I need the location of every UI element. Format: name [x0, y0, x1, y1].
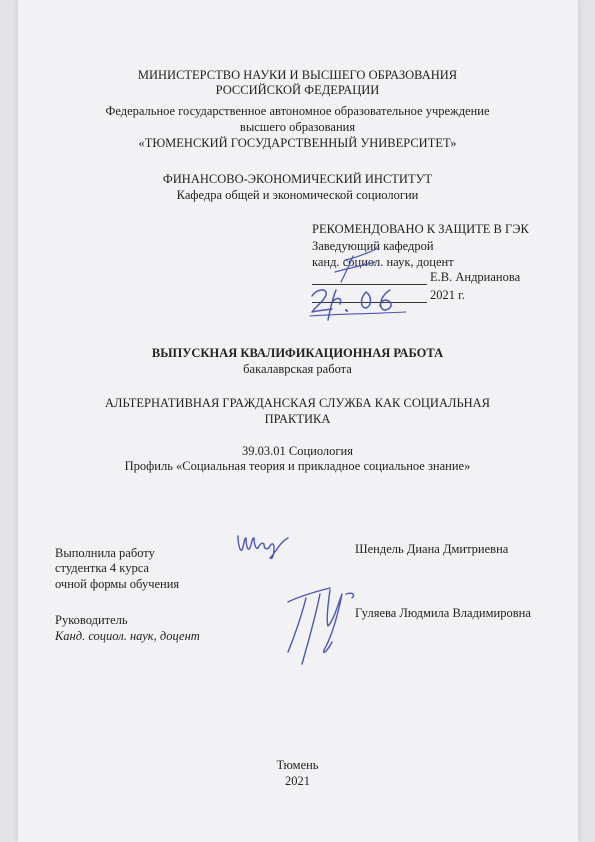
- university-name: «ТЮМЕНСКИЙ ГОСУДАРСТВЕННЫЙ УНИВЕРСИТЕТ»: [138, 136, 457, 150]
- approval-position: Заведующий кафедрой: [312, 239, 434, 253]
- institute-name: ФИНАНСОВО-ЭКОНОМИЧЕСКИЙ ИНСТИТУТ: [162, 172, 433, 186]
- work-subtype: бакалаврская работа: [243, 362, 352, 376]
- approval-year: 2021 г.: [430, 288, 465, 302]
- author-signature: [232, 528, 294, 562]
- work-title-line-1: АЛЬТЕРНАТИВНАЯ ГРАЖДАНСКАЯ СЛУЖБА КАК СОЦИАЛЬНАЯ: [104, 396, 491, 410]
- author-label-line-3: очной формы обучения: [55, 577, 180, 591]
- author-label-line-1: Выполнила работу: [55, 546, 155, 560]
- work-title-line-2: ПРАКТИКА: [264, 412, 331, 426]
- supervisor-degree: Канд. социол. наук, доцент: [55, 629, 200, 643]
- supervisor-signature: [280, 580, 360, 672]
- ministry-line-2: РОССИЙСКОЙ ФЕДЕРАЦИИ: [215, 83, 380, 97]
- institution-type-line-1: Федеральное государственное автономное образовательное учреждение: [105, 104, 490, 118]
- supervisor-label: Руководитель: [55, 613, 128, 627]
- work-profile: Профиль «Социальная теория и прикладное социальное знание»: [124, 459, 471, 473]
- author-label-line-2: студентка 4 курса: [55, 561, 149, 575]
- institution-type-line-2: высшего образования: [239, 120, 356, 134]
- footer-year: 2021: [285, 774, 310, 788]
- footer-city: Тюмень: [276, 758, 319, 772]
- work-code: 39.03.01 Социология: [242, 444, 353, 458]
- work-type: ВЫПУСКНАЯ КВАЛИФИКАЦИОННАЯ РАБОТА: [151, 346, 444, 360]
- department-name: Кафедра общей и экономической социологии: [176, 188, 419, 202]
- supervisor-name: Гуляева Людмила Владимировна: [355, 606, 531, 620]
- author-name: Шендель Диана Дмитриевна: [355, 542, 509, 556]
- ministry-line-1: МИНИСТЕРСТВО НАУКИ И ВЫСШЕГО ОБРАЗОВАНИЯ: [137, 68, 458, 82]
- approval-degree: канд. социол. наук, доцент: [312, 255, 454, 269]
- approval-title: РЕКОМЕНДОВАНО К ЗАЩИТЕ В ГЭК: [312, 222, 529, 236]
- approval-name: Е.В. Андрианова: [430, 270, 521, 284]
- handwritten-date: [306, 276, 416, 324]
